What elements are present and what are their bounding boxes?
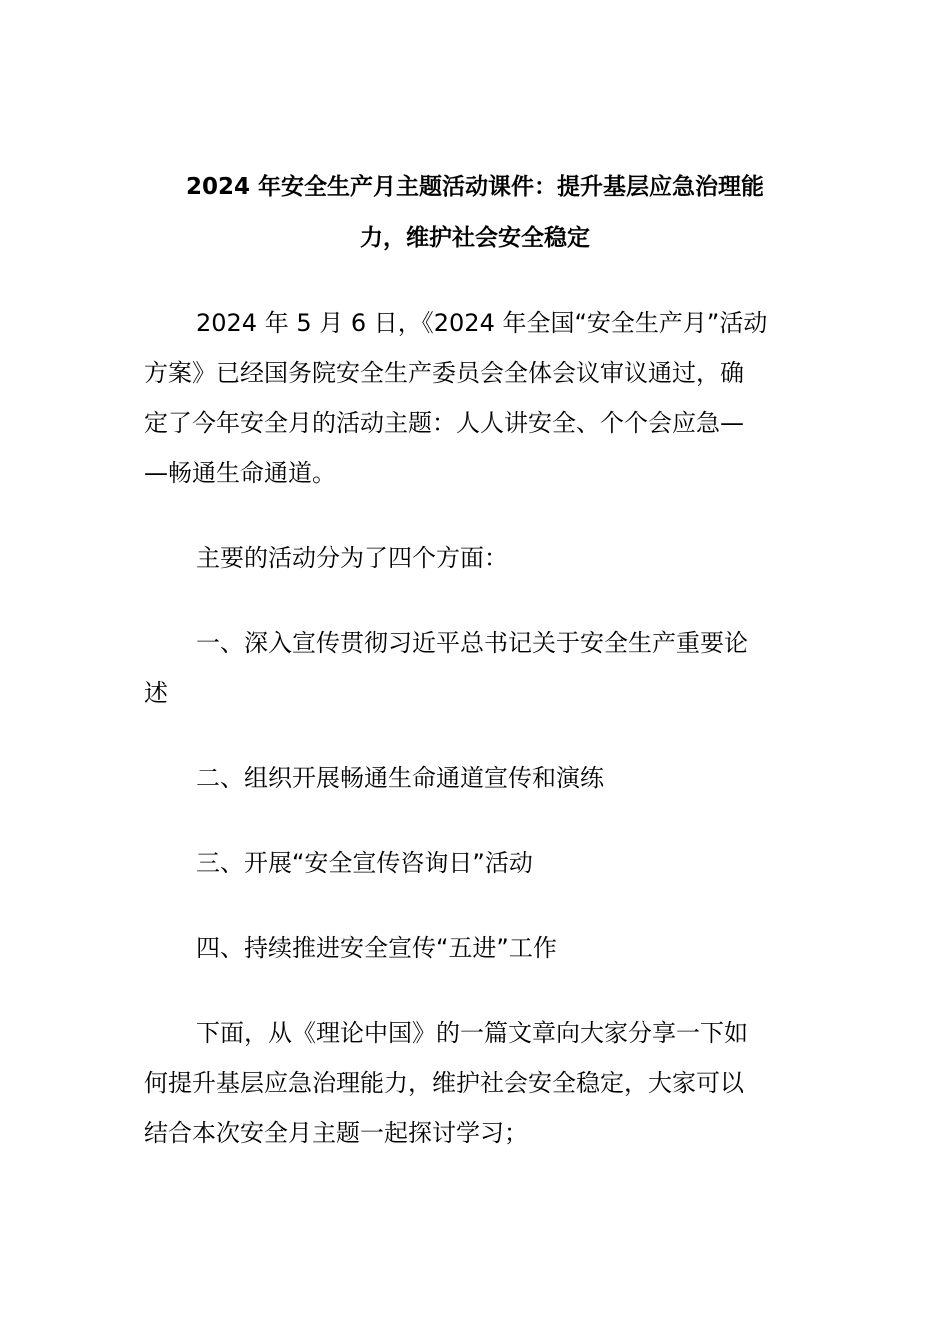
paragraph-line: 何提升基层应急治理能力，维护社会安全稳定，大家可以: [144, 1069, 744, 1097]
paragraph-line: 主要的活动分为了四个方面：: [196, 544, 508, 572]
paragraph-line: —畅通生命通道。: [144, 459, 336, 487]
paragraph-line: 四、持续推进安全宣传“五进”工作: [196, 934, 557, 962]
paragraph-line: 下面，从《理论中国》的一篇文章向大家分享一下如: [196, 1019, 748, 1047]
paragraph-line: 结合本次安全月主题一起探讨学习；: [144, 1119, 528, 1147]
paragraph-line: 三、开展“安全宣传咨询日”活动: [196, 849, 533, 877]
paragraph-line: 述: [144, 679, 168, 707]
paragraph-line: 定了今年安全月的活动主题：人人讲安全、个个会应急—: [144, 409, 744, 437]
paragraph-line: 2024 年 5 月 6 日，《2024 年全国“安全生产月”活动: [196, 309, 768, 337]
document-title-line-2: 力，维护社会安全稳定: [360, 225, 590, 251]
paragraph-line: 方案》已经国务院安全生产委员会全体会议审议通过，确: [144, 359, 744, 387]
document-title-line-1: 2024 年安全生产月主题活动课件：提升基层应急治理能: [185, 174, 765, 200]
paragraph-line: 二、组织开展畅通生命通道宣传和演练: [196, 764, 604, 792]
paragraph-line: 一、深入宣传贯彻习近平总书记关于安全生产重要论: [196, 629, 748, 657]
